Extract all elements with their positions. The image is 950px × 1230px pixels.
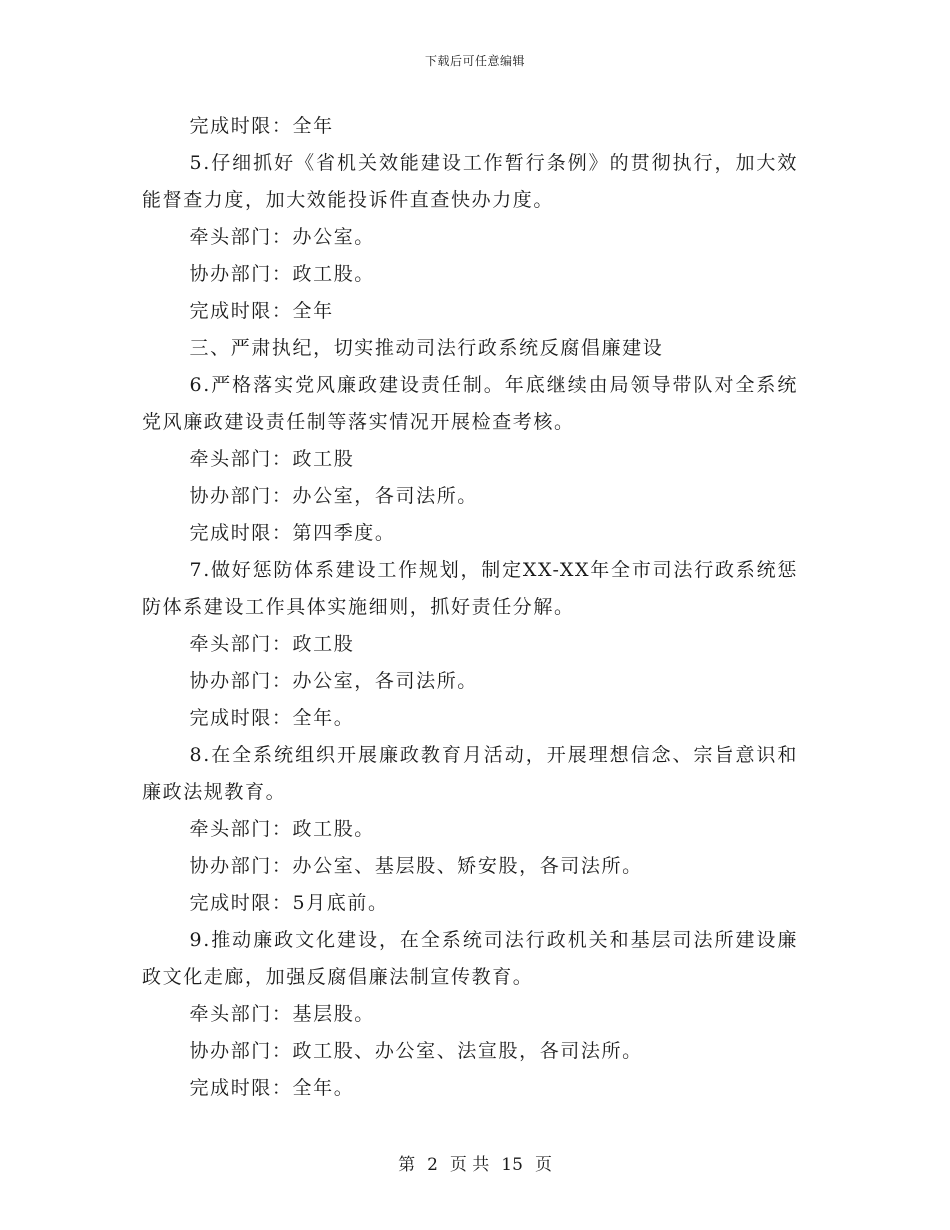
- paragraph: 协办部门：政工股、办公室、法宣股，各司法所。: [189, 1040, 643, 1062]
- footer-middle: 页 共: [449, 1155, 490, 1175]
- page-number: 2: [427, 1155, 438, 1175]
- paragraph: 完成时限：全年。: [189, 1077, 355, 1099]
- paragraph: 牵头部门：政工股: [189, 633, 355, 655]
- page-footer: [0, 1153, 950, 1177]
- paragraph: 完成时限：全年: [189, 115, 334, 137]
- paragraph: 7.做好惩防体系建设工作规划，制定XX-XX年全市司法行政系统惩防体系建设工作具体实施细则，抓好责任分解。: [142, 559, 798, 618]
- paragraph: 完成时限：全年。: [189, 707, 355, 729]
- paragraph: 完成时限：5月底前。: [189, 892, 389, 914]
- paragraph: 协办部门：办公室、基层股、矫安股，各司法所。: [189, 855, 643, 877]
- paragraph: 完成时限：第四季度。: [189, 522, 396, 544]
- paragraph: 协办部门：政工股。: [189, 263, 375, 285]
- paragraph: 协办部门：办公室，各司法所。: [189, 670, 478, 692]
- paragraph: 9.推动廉政文化建设，在全系统司法行政机关和基层司法所建设廉政文化走廊，加强反腐倡廉法制宣传教育。: [142, 929, 798, 988]
- paragraph: 牵头部门：基层股。: [189, 1003, 375, 1025]
- paragraph: 牵头部门：办公室。: [189, 226, 375, 248]
- paragraph: 协办部门：办公室，各司法所。: [189, 485, 478, 507]
- page-header: 下载后可任意编辑: [424, 54, 525, 68]
- footer-suffix: 页: [534, 1155, 552, 1175]
- paragraph: 6.严格落实党风廉政建设责任制。年底继续由局领导带队对全系统党风廉政建设责任制等落实情况开展检查考核。: [142, 374, 798, 433]
- paragraph: 牵头部门：政工股。: [189, 818, 375, 840]
- paragraph: 5.仔细抓好《省机关效能建设工作暂行条例》的贯彻执行，加大效能督查力度，加大效能投诉件直查快办力度。: [142, 152, 798, 211]
- paragraph: 牵头部门：政工股: [189, 448, 355, 470]
- section-heading: 三、严肃执纪，切实推动司法行政系统反腐倡廉建设: [189, 337, 664, 359]
- paragraph: 完成时限：全年: [189, 300, 334, 322]
- footer-prefix: 第: [398, 1155, 416, 1175]
- paragraph: 8.在全系统组织开展廉政教育月活动，开展理想信念、宗旨意识和廉政法规教育。: [142, 744, 798, 803]
- document-body: [142, 108, 798, 1107]
- total-pages: 15: [501, 1155, 523, 1175]
